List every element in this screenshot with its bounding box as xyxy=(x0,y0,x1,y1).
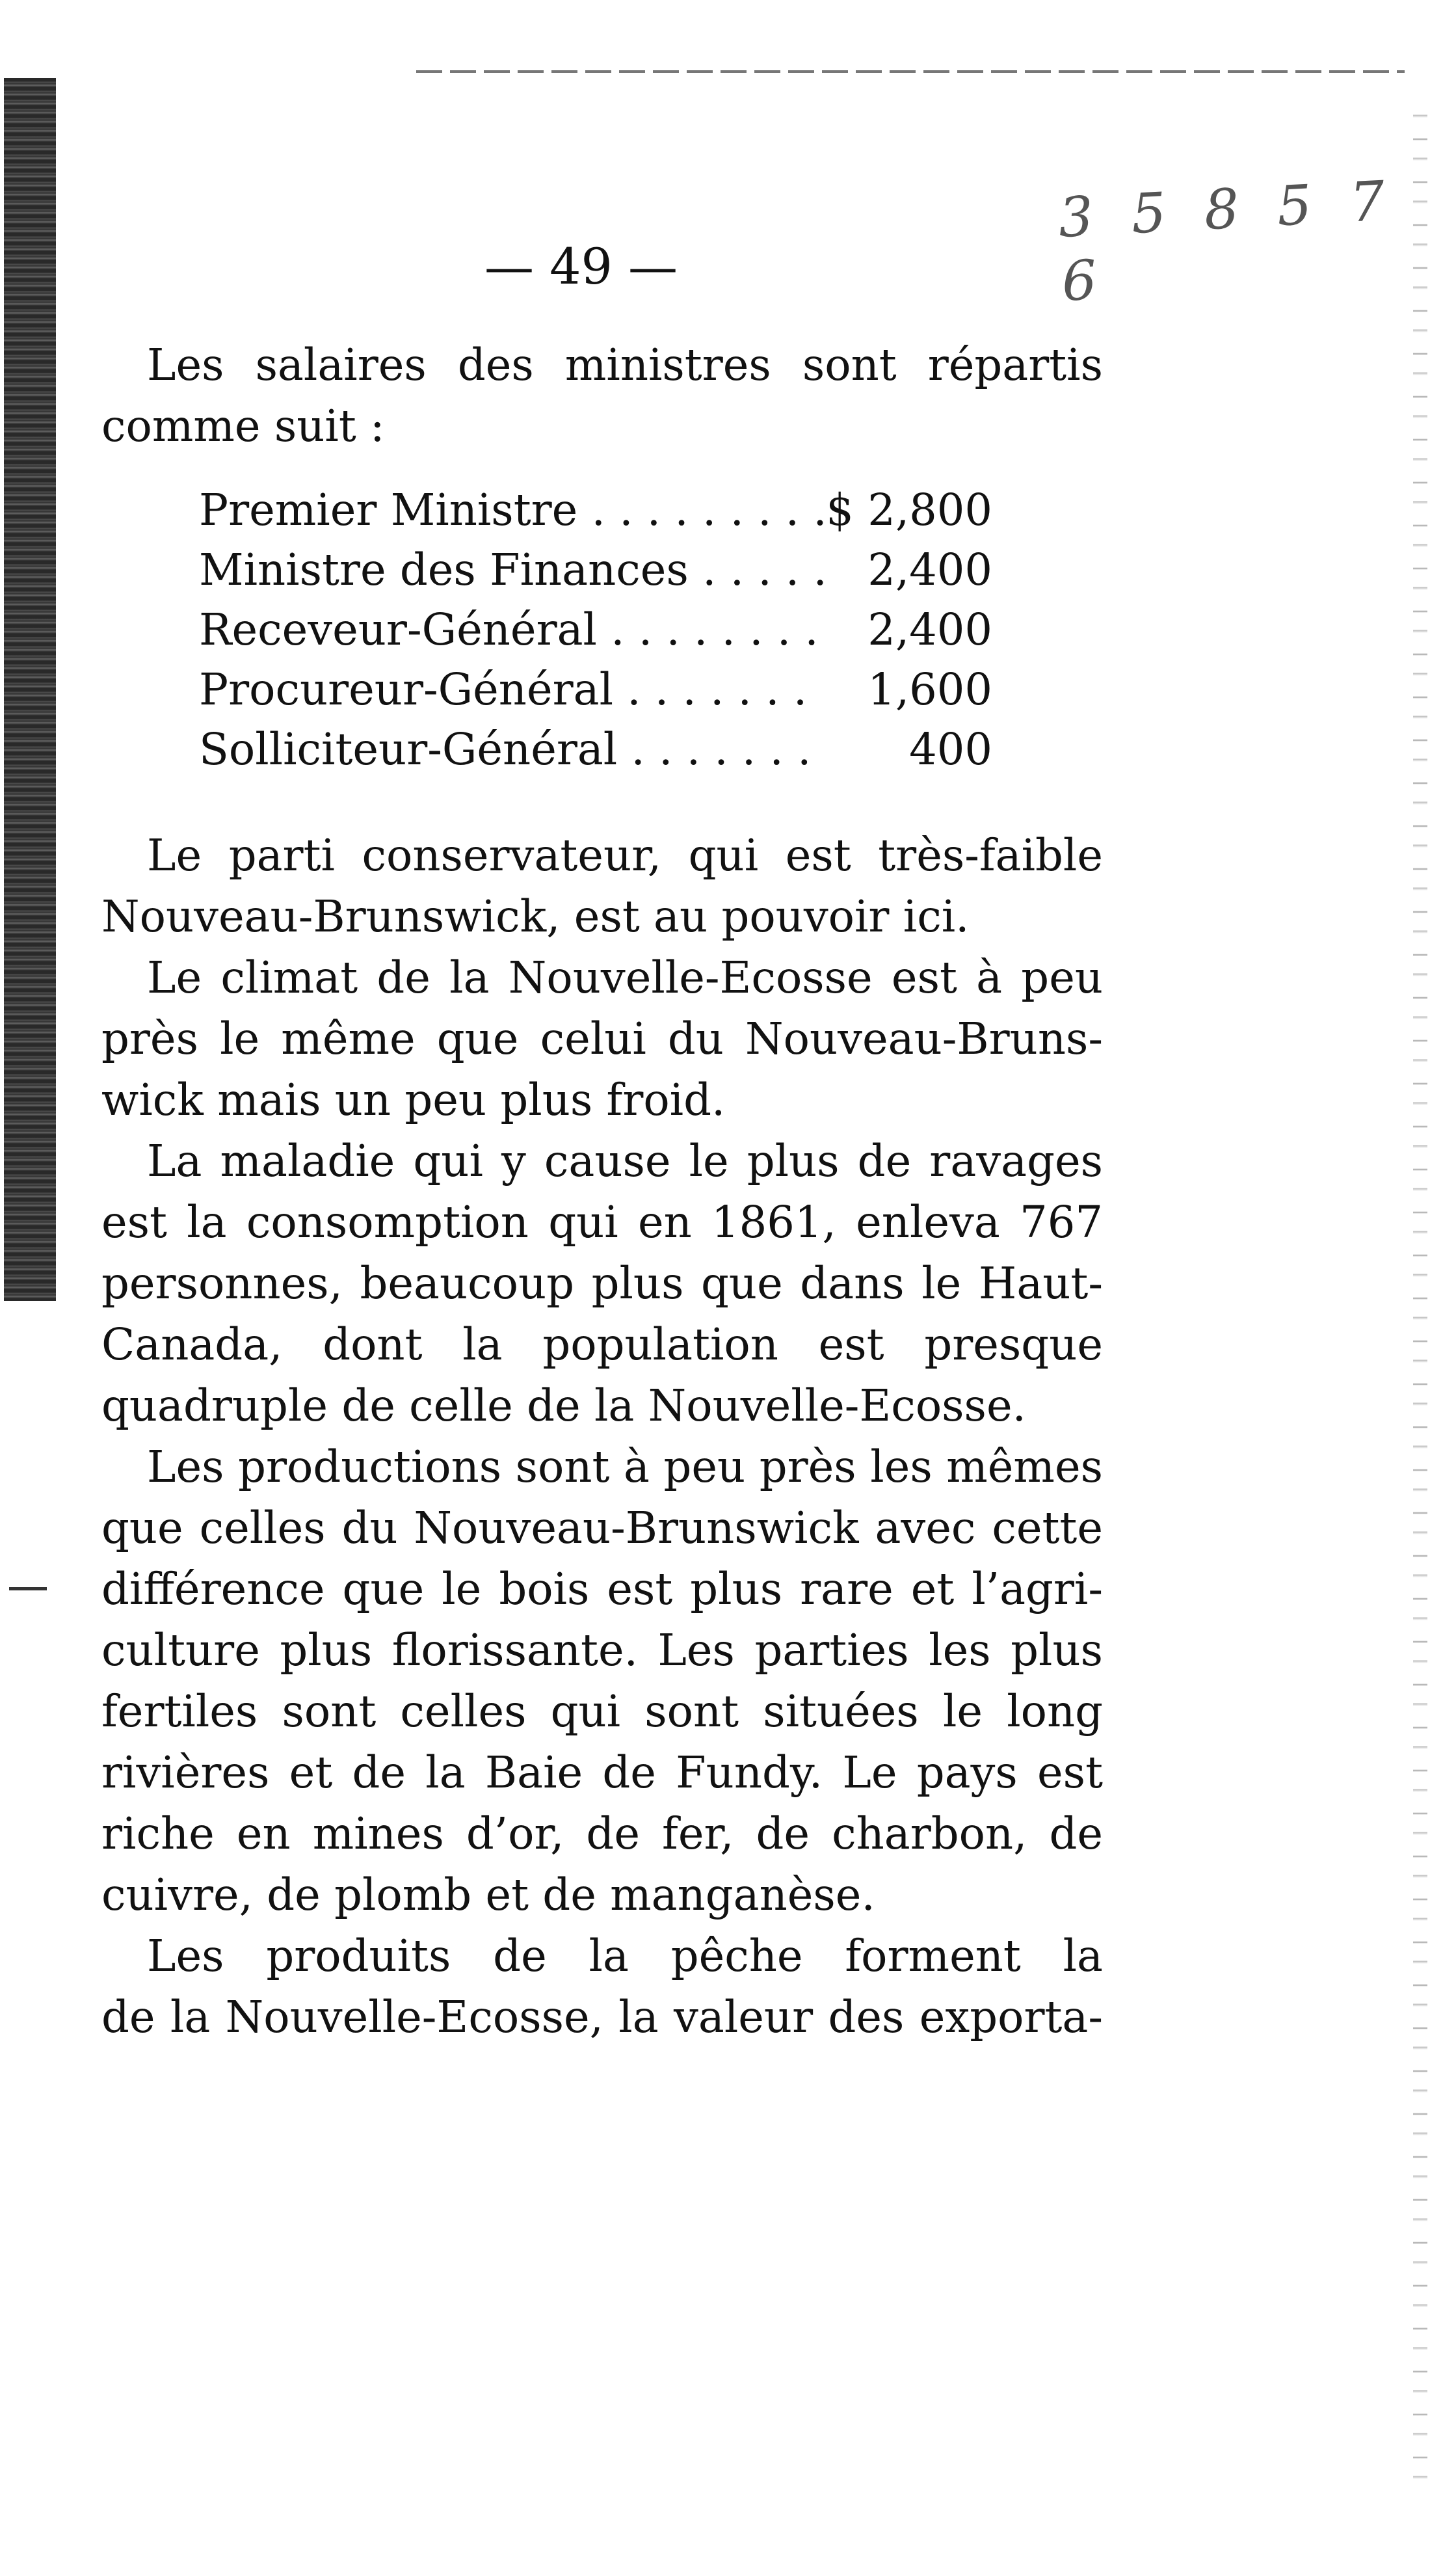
salary-row xyxy=(199,600,992,660)
text-line: Les produits de la pêche forment la xyxy=(147,1931,1103,1981)
salary-row xyxy=(199,540,992,600)
text-line: Le climat de la Nouvelle-Ecosse est à peu xyxy=(147,952,1103,1003)
text-line: Nouveau-Brunswick, est au pouvoir ici. xyxy=(101,891,970,942)
salary-label: Ministre des Finances . . . xyxy=(199,540,823,600)
scan-binding-edge xyxy=(4,78,56,1301)
text-line: comme suit : xyxy=(101,401,385,451)
salary-row xyxy=(199,660,992,719)
margin-dash xyxy=(9,1587,47,1590)
paragraph-climate xyxy=(101,947,1103,1131)
salary-label: Premier Ministre . . . xyxy=(199,480,823,540)
page-number: — 49 — xyxy=(484,237,678,295)
paragraph-fishing xyxy=(101,1925,1103,2048)
salary-row xyxy=(199,480,992,540)
text-line: quadruple de celle de la Nouvelle-Ecosse. xyxy=(101,1380,1026,1431)
paragraph-productions xyxy=(101,1436,1103,1925)
text-line: de la Nouvelle-Ecosse, la valeur des exporta- xyxy=(101,1992,1103,2042)
salary-table xyxy=(199,480,992,779)
text-line: rivières et de la Baie de Fundy. Le pays est xyxy=(101,1747,1103,1798)
text-line: Canada, dont la population est presque xyxy=(101,1319,1103,1370)
text-line: Le parti conservateur, qui est très-faible xyxy=(147,830,1103,881)
text-line: près le même que celui du Nouveau-Bruns- xyxy=(101,1013,1103,1064)
paragraph-disease xyxy=(101,1131,1103,1436)
salary-value: 2,400 xyxy=(823,540,992,600)
salary-label: Solliciteur-Général . . . xyxy=(199,719,823,779)
salary-value: $ 2,800 xyxy=(823,480,992,540)
text-line: personnes, beaucoup plus que dans le Haut- xyxy=(101,1258,1103,1309)
scan-right-edge xyxy=(1413,98,1427,2491)
salary-value: 2,400 xyxy=(823,600,992,660)
salary-label: Receveur-Général . . . xyxy=(199,600,823,660)
text-line: La maladie qui y cause le plus de ravages xyxy=(147,1136,1103,1186)
text-line: fertiles sont celles qui sont situées le long xyxy=(101,1686,1103,1737)
intro-paragraph xyxy=(101,334,1103,457)
archive-number: 3 5 8 5 7 6 xyxy=(1057,168,1397,314)
text-line: riche en mines d’or, de fer, de charbon, de xyxy=(101,1808,1103,1859)
paragraph-conservative-party xyxy=(101,825,1103,947)
text-line: différence que le bois est plus rare et l’agri- xyxy=(101,1564,1103,1614)
text-line: est la consomption qui en 1861, enleva 767 xyxy=(101,1197,1103,1248)
text-line: culture plus florissante. Les parties les plus xyxy=(101,1625,1103,1676)
text-line: wick mais un peu plus froid. xyxy=(101,1075,726,1125)
text-line: Les salaires des ministres sont répartis xyxy=(147,340,1103,390)
text-line: que celles du Nouveau-Brunswick avec cette xyxy=(101,1503,1103,1553)
salary-value: 400 xyxy=(823,719,992,779)
salary-value: 1,600 xyxy=(823,660,992,719)
text-line: Les productions sont à peu près les mêmes xyxy=(147,1441,1103,1492)
top-rule xyxy=(416,70,1405,73)
salary-label: Procureur-Général . . . xyxy=(199,660,823,719)
salary-row xyxy=(199,719,992,779)
text-line: cuivre, de plomb et de manganèse. xyxy=(101,1869,875,1920)
